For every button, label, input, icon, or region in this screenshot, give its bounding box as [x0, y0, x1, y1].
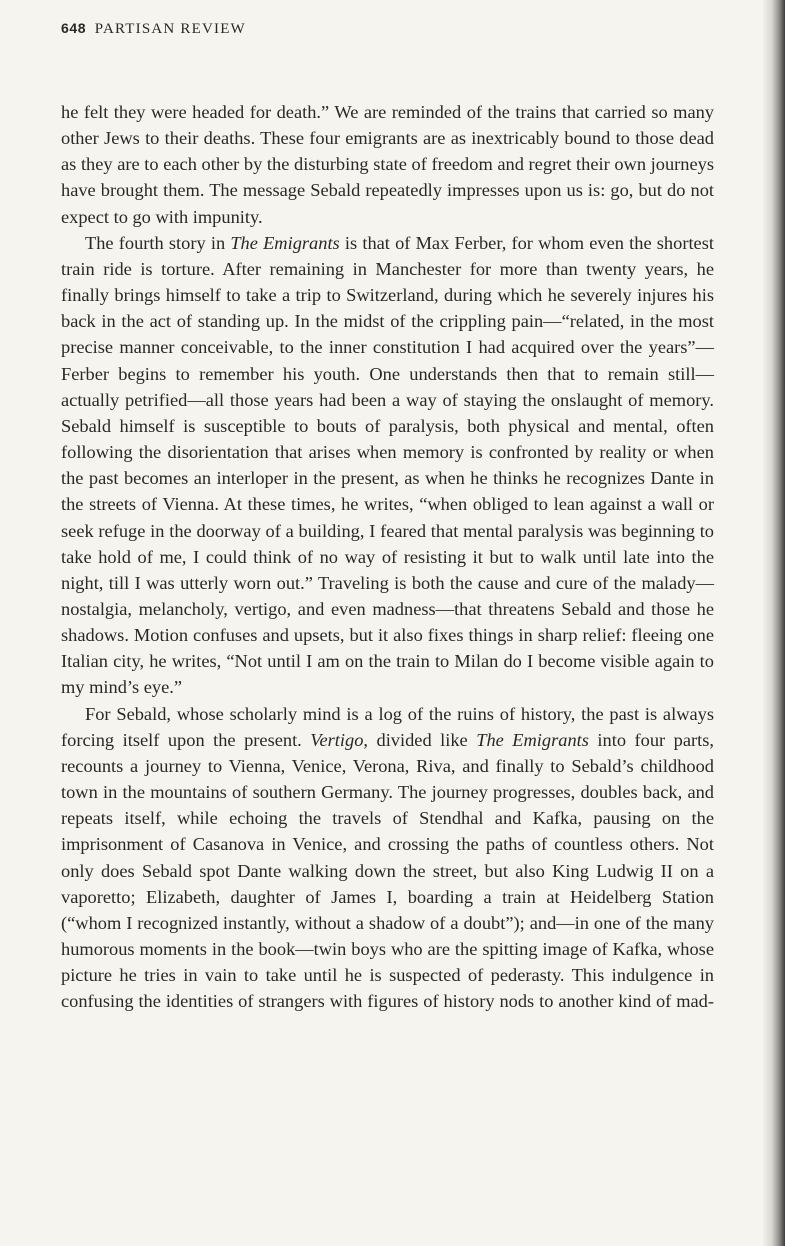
book-gutter-shadow	[763, 0, 785, 1246]
paragraph-2	[61, 230, 714, 701]
italic-title: The Emigrants	[230, 232, 340, 253]
paragraph-1	[61, 99, 714, 230]
text-run: The fourth story in	[85, 232, 231, 253]
text-run: he felt they were headed for death.” We are reminded of the trains that carried so many other Jews to their deaths. These four emigrants are as inextricably bound to those dead as they are to each other by the disturbing state of freedom and regret their own journeys have brought them. The message Sebald repeatedly impresses upon us is: go, but do not expect to go with impunity.	[61, 102, 714, 227]
body-text	[61, 99, 714, 1014]
running-head	[61, 20, 246, 38]
page-number: 648	[61, 20, 87, 36]
italic-title: The Emigrants	[476, 729, 589, 750]
italic-title: Vertigo	[310, 729, 364, 750]
paragraph-3	[61, 701, 714, 1015]
text-run: For Sebald, whose scholarly mind is a log of the ruins of history, the past is always forcing itself upon the present.	[61, 703, 714, 750]
text-run: into four parts, recounts a journey to Vienna, Venice, Verona, Riva, and finally to Sebald’s childhood town in the mountains of southern Germany. The journey progresses, doubles back, and repeats itself, while echoing the travels of Stendhal and Kafka, pausing on the imprisonment of Casanova in Venice, and crossing the paths of countless others. Not only does Sebald spot Dante walking down the street, but also King Ludwig II on a vaporetto; Elizabeth, daughter of James I, boarding a train at Heidelberg Station (“whom I recognized instantly, without a shadow of a doubt”); and—in one of the many humorous moments in the book—twin boys who are the spitting image of Kafka, whose picture he tries in vain to take until he is suspected of pederasty. This indulgence in confusing the identities of strangers with figures of history nods to another kind of mad-	[61, 729, 714, 1012]
journal-title: PARTISAN REVIEW	[94, 21, 246, 37]
text-run: is that of Max Ferber, for whom even the shortest train ride is torture. After remaining in Manchester for more than twenty years, he finally brings himself to take a trip to Switzerland, during which he severely injures his back in the act of standing up. In the midst of the crippling pain—“related, in the most precise manner conceivable, to the inner constitution I had acquired over the years”—Ferber begins to remember his youth. One understands then that to remain still—actually petrified—all those years had been a way of staying the onslaught of memory. Sebald himself is susceptible to bouts of paralysis, both physical and mental, often following the disorientation that arises when memory is confronted by reality or when the past becomes an interloper in the present, as when he thinks he recognizes Dante in the streets of Vienna. At these times, he writes, “when obliged to lean against a wall or seek refuge in the doorway of a building, I feared that mental paralysis was beginning to take hold of me, I could think of no way of resisting it but to walk until late into the night, till I was utterly worn out.” Traveling is both the cause and cure of the malady—nostalgia, melancholy, vertigo, and even madness—that threatens Sebald and those he shadows. Motion confuses and upsets, but it also fixes things in sharp relief: fleeing one Italian city, he writes, “Not until I am on the train to Milan do I become visible again to my mind’s eye.”	[61, 232, 714, 698]
text-run: , divided like	[363, 729, 477, 750]
